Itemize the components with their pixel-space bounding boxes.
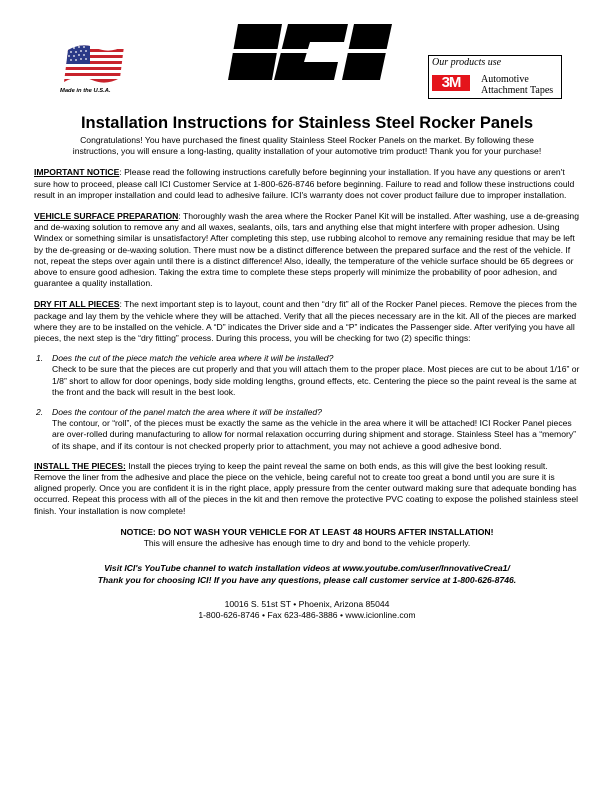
company-address	[34, 599, 580, 621]
list-item-question: Does the contour of the panel match the area where it will be installed?	[52, 407, 322, 418]
page-title: Installation Instructions for Stainless Steel Rocker Panels	[80, 114, 534, 132]
tape-tagline: Our products use	[432, 57, 502, 68]
ici-logo-icon	[224, 22, 394, 82]
list-item	[34, 407, 580, 452]
dry-fit-text: : The next important step is to layout, count and then “dry fit” all of the Rocker Panel pieces. Remove the pieces from the package and lay them by the vehicle where they will be attached. Verify that all the pieces necessary are in the kit. All of the pieces are marked where they are to be installed on the vehicle. A “D” indicates the Driver side and a “P” indicates the Passenger side. After verifying you have all pieces, the next step is the “dry fitting” process. During this process, you will be checking for two (2) specific things:	[34, 299, 577, 344]
list-item-answer: Check to be sure that the pieces are cut properly and that you will attach them to the proper place. Most pieces are cut to be about 1/16” or 1/8” short to allow for door openings, body side molding lengths, ground effects, etc. Centering the piece so the paint reveal is the same at the front and the back will result in the best look.	[52, 364, 580, 397]
tape-line-2: Attachment Tapes	[481, 85, 554, 96]
made-in-label: Made in the U.S.A.	[60, 88, 111, 94]
important-notice-text: : Please read the following instructions carefully before beginning your installation. If you have any questions or aren't sure how to proceed, please call ICI Customer Service at 1-800-626-8746 before beginning. Failure to read and follow these instructions could result in an improper installation and could lead to adhesive failure. ICI's warranty does not cover product failure due to improper installation.	[34, 167, 575, 200]
list-item-answer: The contour, or “roll”, of the pieces must be exactly the same as the vehicle in the area where it will be attached! ICI Rocker Panel pieces are over-rolled during manufacturing to allow for normal relaxation occurring during shipment and storage. Stainless Steel has a “memory” of its shape, and if its contour is not checked properly prior to attachment, you may not achieve a good adhesive bond.	[52, 418, 576, 451]
wash-notice-text: This will ensure the adhesive has enough time to dry and bond to the vehicle properly.	[143, 538, 471, 549]
youtube-callout	[34, 563, 580, 585]
list-item-number: 2.	[36, 407, 44, 418]
wash-notice-title: NOTICE: DO NOT WASH YOUR VEHICLE FOR AT LEAST 48 HOURS AFTER INSTALLATION!	[120, 526, 494, 537]
install-section	[34, 461, 580, 517]
address-line-1: 10016 S. 51st ST • Phoenix, Arizona 85044	[224, 598, 390, 609]
list-item	[34, 353, 580, 398]
made-in-usa-badge	[60, 42, 130, 94]
important-notice-section	[34, 167, 580, 201]
intro-paragraph: Congratulations! You have purchased the finest quality Stainless Steel Rocker Panels on the market. By following these instructions, you will ensure a long-lasting, quality installation of your automotive trim product! Thank you for your purchase!	[72, 135, 542, 157]
youtube-line-1: Visit ICI's YouTube channel to watch installation videos at www.youtube.com/user/InnovativeCrea1/	[104, 563, 510, 574]
tape-line-1: Automotive	[481, 74, 529, 85]
dry-fit-heading: DRY FIT ALL PIECES	[34, 299, 120, 310]
ici-logo	[224, 22, 394, 87]
3m-tape-badge	[428, 55, 562, 99]
important-notice-heading: IMPORTANT NOTICE	[34, 167, 120, 178]
3m-logo: 3M	[432, 75, 470, 91]
surface-prep-section	[34, 211, 580, 289]
american-flag-icon	[64, 42, 124, 86]
document-body	[34, 113, 580, 621]
dry-fit-checklist	[34, 353, 580, 452]
youtube-line-2: Thank you for choosing ICI! If you have any questions, please call customer service at 1-800-626-8746.	[97, 574, 517, 585]
install-text: Install the pieces trying to keep the paint reveal the same on both ends, as this will give the best looking result. Remove the liner from the adhesive and place the piece on the vehicle, being careful not to create too great a bond until you are sure it is aligned properly. Once you are confident it is in the right place, apply pressure from the center outward making sure that adequate bonding has occurred. Repeat this process with all of the pieces in the kit and then remove the protective PVC coating to expose the polished stainless steel finish. Your installation is now complete!	[34, 460, 579, 516]
address-line-2: 1-800-626-8746 • Fax 623-486-3886 • www.icionline.com	[198, 609, 416, 620]
surface-prep-text: : Thoroughly wash the area where the Rocker Panel Kit will be installed. After washing, use a de-greasing and de-waxing solution to remove any and all waxes, sealants, oils, tars and anything else that might interfere with proper adhesion. Using Windex or something similar is unsatisfactory! After completing this step, use rubbing alcohol to remove any remaining residue that may be left by the de-greasing or de-waxing solution. There must now be a distinct difference between the prepared surface and the rest of the vehicle. If not, repeat the steps over again until there is a distinct difference! Also, ideally, the temperature of the vehicle surface should be 65 degrees or above to ensure good adhesion. Taking the extra time to complete these steps properly will minimize the probability of poor adhesion, and guarantee a quality installation.	[34, 211, 579, 289]
wash-notice	[34, 527, 580, 549]
surface-prep-heading: VEHICLE SURFACE PREPARATION	[34, 211, 179, 222]
install-heading: INSTALL THE PIECES:	[34, 460, 126, 471]
dry-fit-section	[34, 299, 580, 344]
list-item-question: Does the cut of the piece match the vehicle area where it will be installed?	[52, 353, 334, 364]
list-item-number: 1.	[36, 353, 44, 364]
